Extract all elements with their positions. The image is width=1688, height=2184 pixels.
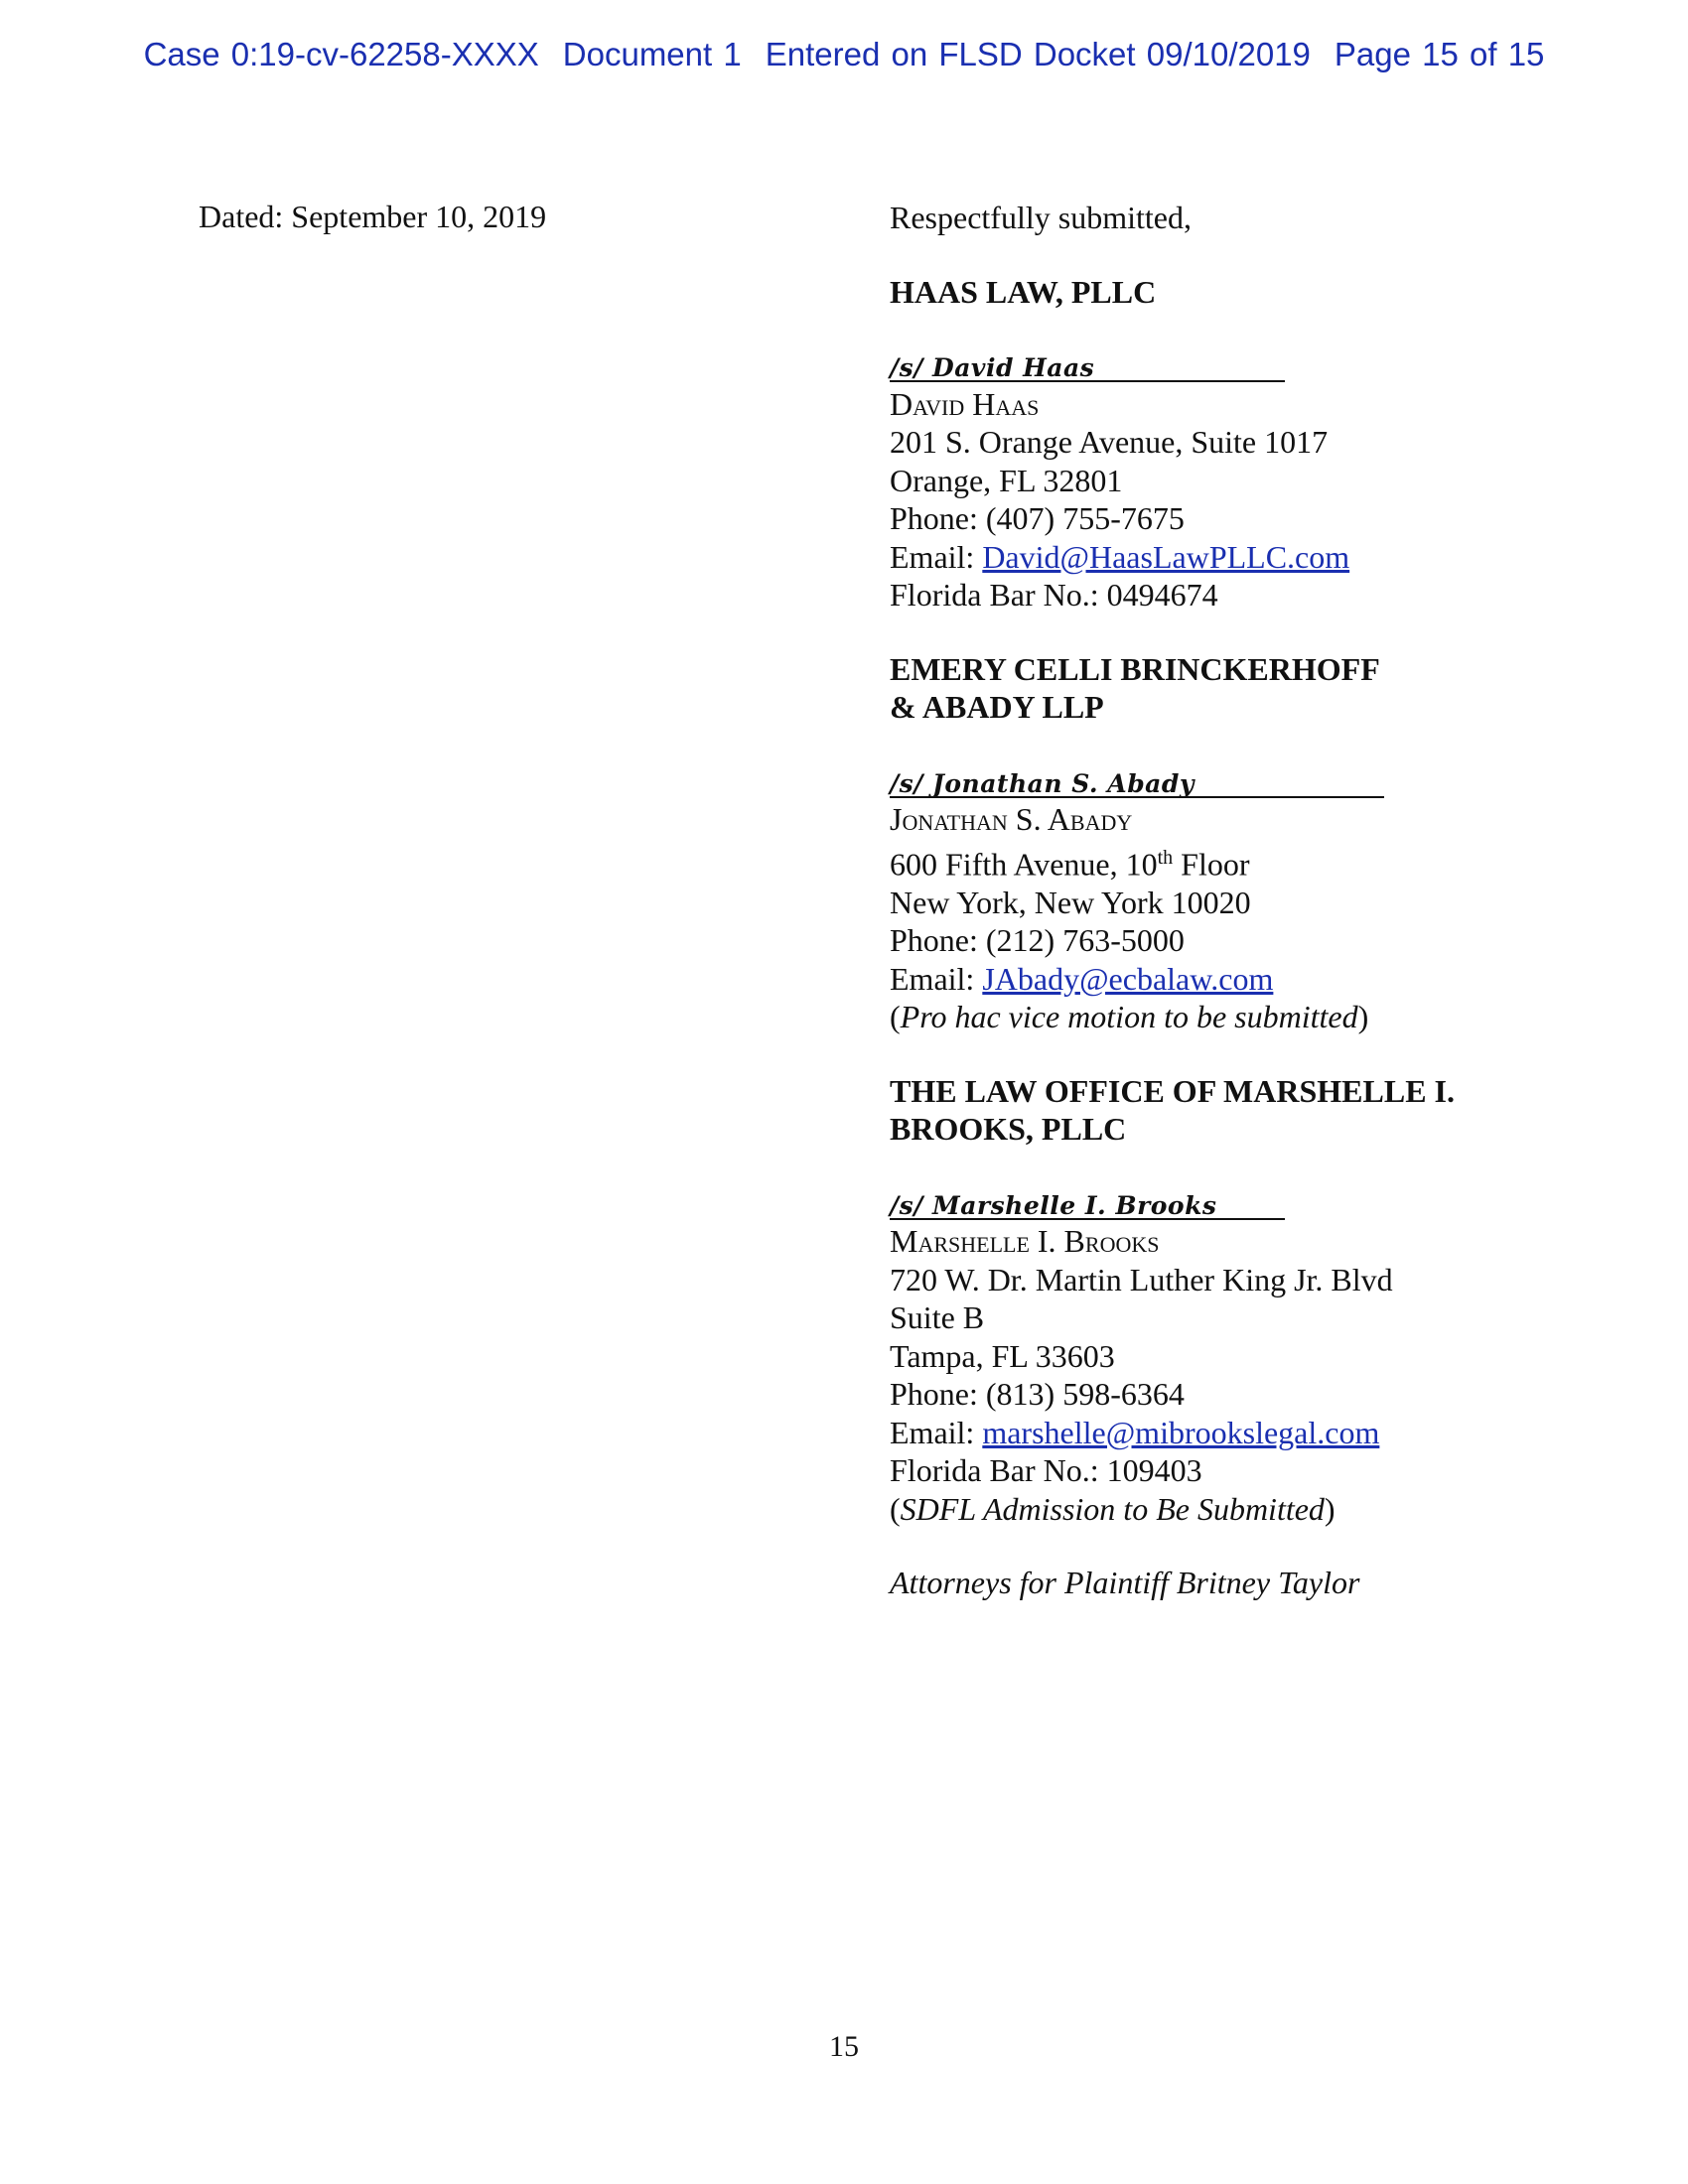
email-link[interactable]: David@HaasLawPLLC.com <box>982 538 1350 575</box>
email-link[interactable]: JAbady@ecbalaw.com <box>982 960 1274 997</box>
bar-number: Florida Bar No.: 109403 <box>890 1452 1202 1489</box>
email-line <box>890 538 1525 577</box>
email-line <box>890 960 1525 999</box>
firm-name: BROOKS, PLLC <box>890 1111 1127 1148</box>
docket-entry: Entered on FLSD Docket 09/10/2019 <box>765 36 1311 72</box>
attorney-name: David Haas <box>890 385 1040 422</box>
address-line: Orange, FL 32801 <box>890 462 1123 498</box>
submitted-line: Respectfully submitted, <box>890 200 1192 235</box>
email-label: Email: <box>890 538 983 575</box>
address-line: Tampa, FL 33603 <box>890 1337 1115 1374</box>
signature-line: /s/ Jonathan S. Abady <box>890 762 1384 798</box>
dated-line: Dated: September 10, 2019 <box>199 199 547 234</box>
email-label: Email: <box>890 960 983 997</box>
attorney-name: Jonathan S. Abady <box>890 801 1133 837</box>
signature-line: /s/ Marshelle I. Brooks <box>890 1184 1285 1220</box>
phone-line: Phone: (212) 763-5000 <box>890 922 1185 959</box>
email-link[interactable]: marshelle@mibrookslegal.com <box>982 1414 1380 1450</box>
case-number: Case 0:19-cv-62258-XXXX <box>143 36 539 72</box>
admission-note: (SDFL Admission to Be Submitted) <box>890 1490 1336 1527</box>
address-line: Suite B <box>890 1299 985 1336</box>
email-line <box>890 1414 1525 1452</box>
address-line: New York, New York 10020 <box>890 884 1251 920</box>
attorney-name: Marshelle I. Brooks <box>890 1223 1160 1260</box>
document-number: Document 1 <box>562 36 742 72</box>
attorneys-for: Attorneys for Plaintiff Britney Taylor <box>890 1565 1360 1601</box>
firm-name: HAAS LAW, PLLC <box>890 273 1157 310</box>
firm-name: EMERY CELLI BRINCKERHOFF <box>890 650 1380 687</box>
bar-number: Florida Bar No.: 0494674 <box>890 577 1218 613</box>
page-number: 15 <box>829 2030 859 2063</box>
firm-name: THE LAW OFFICE OF MARSHELLE I. <box>890 1072 1455 1109</box>
admission-note: (Pro hac vice motion to be submitted) <box>890 999 1369 1035</box>
email-label: Email: <box>890 1414 983 1450</box>
phone-line: Phone: (407) 755-7675 <box>890 500 1185 536</box>
signature-block <box>890 199 1525 1602</box>
page-count: Page 15 of 15 <box>1334 36 1545 72</box>
address-line: 720 W. Dr. Martin Luther King Jr. Blvd <box>890 1261 1393 1297</box>
address-line: 600 Fifth Avenue, 10th Floor <box>890 846 1250 883</box>
address-line: 201 S. Orange Avenue, Suite 1017 <box>890 424 1329 460</box>
firm-name: & ABADY LLP <box>890 689 1104 725</box>
phone-line: Phone: (813) 598-6364 <box>890 1376 1185 1413</box>
docket-header <box>0 36 1688 73</box>
signature-line: /s/ David Haas <box>890 346 1285 382</box>
